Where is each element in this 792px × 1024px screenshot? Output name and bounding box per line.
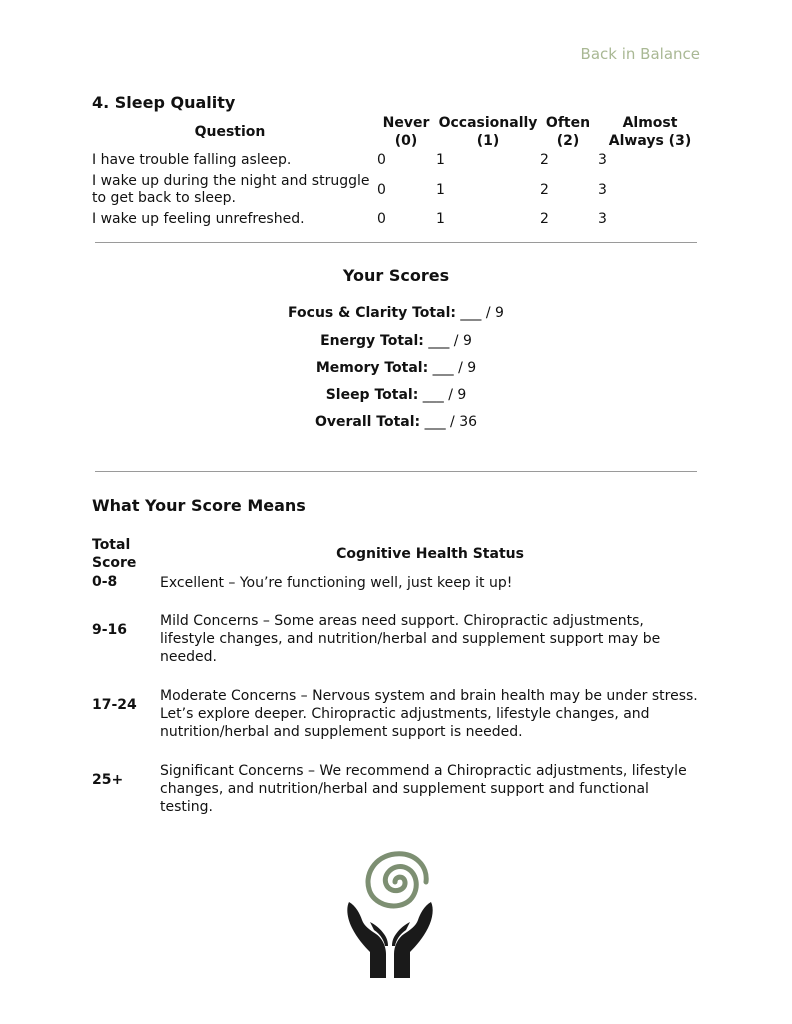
spiral-icon [368, 854, 426, 906]
column-header-almost-always [605, 114, 695, 150]
score-value: ___ / 36 [424, 414, 478, 430]
spiral-hands-logo [340, 842, 440, 982]
score-label: Sleep Total: [325, 387, 419, 403]
score-range: 25+ [92, 772, 124, 788]
score-range: 0-8 [92, 574, 118, 590]
column-header-almost-always-line1: Almost [622, 115, 678, 131]
status-line: testing. [160, 799, 213, 815]
hands-icon [347, 902, 432, 978]
option-often: 2 [540, 182, 549, 198]
status-line: nutrition/herbal and supplement support is needed. [160, 724, 523, 740]
score-overall [0, 414, 792, 430]
column-header-total-score-line2: Score [92, 555, 137, 571]
status-line: Let’s explore deeper. Chiropractic adjustments, lifestyle changes, and [160, 706, 650, 722]
column-header-total-score [92, 536, 136, 572]
question-row-3 [92, 211, 374, 228]
option-almost-always: 3 [598, 211, 607, 227]
question-row-1 [92, 152, 374, 169]
column-header-never-line1: Never [382, 115, 430, 131]
option-almost-always: 3 [598, 182, 607, 198]
column-header-never-line2: (0) [394, 133, 418, 149]
score-value: ___ / 9 [422, 387, 467, 403]
column-header-occasionally [438, 114, 538, 150]
column-header-occasionally-line2: (1) [476, 133, 500, 149]
option-occasionally: 1 [436, 152, 445, 168]
scores-title: Your Scores [342, 266, 450, 285]
status-description [160, 762, 700, 816]
score-sleep [0, 387, 792, 403]
status-line: Significant Concerns – We recommend a Chiropractic adjustments, lifestyle [160, 763, 687, 779]
score-label: Memory Total: [315, 360, 429, 376]
brand-name: Back in Balance [580, 45, 700, 63]
column-header-question: Question [194, 124, 266, 140]
column-header-often-line1: Often [545, 115, 591, 131]
question-text-line2: to get back to sleep. [92, 190, 236, 206]
score-label: Focus & Clarity Total: [288, 305, 456, 321]
status-line: changes, and nutrition/herbal and supplement support and functional [160, 781, 649, 797]
divider [95, 242, 697, 243]
logo-graphic [340, 842, 440, 982]
question-row-2 [92, 173, 374, 207]
status-description [160, 612, 700, 666]
score-value: ___ / 9 [432, 360, 477, 376]
option-occasionally: 1 [436, 182, 445, 198]
option-never: 0 [377, 152, 386, 168]
meaning-title: What Your Score Means [92, 496, 306, 515]
status-line: Moderate Concerns – Nervous system and brain health may be under stress. [160, 688, 698, 704]
option-almost-always: 3 [598, 152, 607, 168]
column-header-often [542, 114, 594, 150]
option-never: 0 [377, 182, 386, 198]
status-description [160, 574, 700, 592]
status-description [160, 687, 700, 741]
score-label: Overall Total: [314, 414, 421, 430]
score-energy [0, 333, 792, 349]
option-occasionally: 1 [436, 211, 445, 227]
column-header-almost-always-line2: Always (3) [608, 133, 692, 149]
score-range: 17-24 [92, 697, 137, 713]
status-line: Mild Concerns – Some areas need support. Chiropractic adjustments, [160, 613, 644, 629]
score-focus-clarity [0, 305, 792, 321]
score-range: 9-16 [92, 622, 128, 638]
status-line: Excellent – You’re functioning well, just keep it up! [160, 575, 513, 591]
column-header-status: Cognitive Health Status [336, 546, 524, 562]
score-memory [0, 360, 792, 376]
divider [95, 471, 697, 472]
column-header-often-line2: (2) [556, 133, 580, 149]
option-never: 0 [377, 211, 386, 227]
status-line: lifestyle changes, and nutrition/herbal and supplement support may be [160, 631, 661, 647]
score-value: ___ / 9 [428, 333, 472, 349]
column-header-total-score-line1: Total [92, 537, 131, 553]
option-often: 2 [540, 211, 549, 227]
status-line: needed. [160, 649, 217, 665]
question-text: I have trouble falling asleep. [92, 152, 292, 168]
column-header-never [380, 114, 432, 150]
section-title: 4. Sleep Quality [92, 93, 236, 112]
score-label: Energy Total: [320, 333, 424, 349]
column-header-occasionally-line1: Occasionally [438, 115, 538, 131]
question-text: I wake up feeling unrefreshed. [92, 211, 305, 227]
score-value: ___ / 9 [460, 305, 504, 321]
question-text-line1: I wake up during the night and struggle [92, 173, 370, 189]
option-often: 2 [540, 152, 549, 168]
